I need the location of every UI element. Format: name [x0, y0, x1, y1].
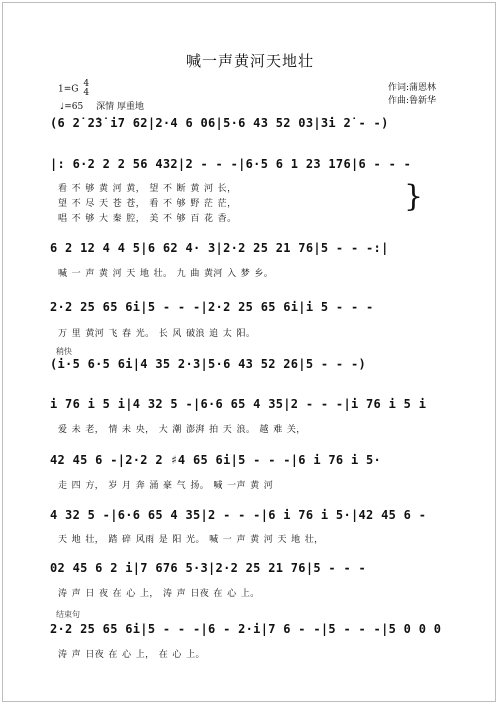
- time-signature: [83, 80, 89, 98]
- lyric-line-7: 走 四 方， 岁 月 奔 涌 豪 气 扬。 喊 一声 黄 河: [58, 481, 274, 491]
- tempo-marking: [60, 99, 144, 112]
- faster-marking: 稍快: [56, 347, 72, 356]
- lyric-line-6: 爱 未 老， 情 未 央， 大 潮 澎湃 拍 天 浪。 越 难 关，: [58, 425, 306, 435]
- staff-line-5: (i·5 6·5 6i|4 35 2·3|5·6 43 52 26|5 - - -): [50, 357, 367, 371]
- lyric-line-1: 看 不 够 黄 河 黄， 望 不 断 黄 河 长，: [58, 184, 237, 194]
- key-signature: [58, 80, 89, 98]
- expression-marking: 深情 厚重地: [96, 102, 144, 112]
- lyric-line-5: 万 里 黄河 飞 春 光。 长 风 破浪 追 太 阳。: [58, 329, 256, 339]
- staff-line-2: |: 6·2 2 2 56 432|2 - - -|6·5 6 1 23 176|6 - - -: [50, 157, 412, 171]
- lyric-line-8: 天 地 壮， 踏 碎 风雨 是 阳 光。 喊 一 声 黄 河 天 地 壮，: [58, 535, 324, 545]
- key-label: 1=G: [58, 84, 79, 95]
- staff-line-1: (6 2̇ 2̇3̇ i7 62|2·4 6 06|5·6 43 52 03|3̇i 2̇ - -): [50, 116, 389, 130]
- staff-line-6: i 76 i 5 i|4 32 5 -|6·6 65 4 35|2 - - -|i 76 i 5 i: [50, 397, 427, 411]
- credits: [388, 82, 436, 108]
- song-title: 喊一声黄河天地壮: [185, 52, 314, 70]
- tempo-value: ♩=65: [60, 102, 84, 112]
- lyric-line-3: 唱 不 够 大 秦 腔， 美 不 够 百 花 香。: [58, 214, 237, 224]
- time-sig-top: 4: [83, 79, 90, 89]
- lyric-line-2: 望 不 尽 天 苍 苍， 看 不 够 野 茫 茫，: [58, 199, 237, 209]
- staff-line-4: 2·2 25 65 6i|5 - - -|2·2 25 65 6i|i 5 - - -: [50, 300, 374, 314]
- ending-marking: 结束句: [56, 610, 80, 619]
- staff-line-8: 4 32 5 -|6·6 65 4 35|2 - - -|6 i 76 i 5·|42 45 6 -: [50, 508, 427, 522]
- lyric-line-10: 涛 声 日夜 在 心 上， 在 心 上。: [58, 650, 205, 660]
- verse-brace: }: [404, 179, 424, 214]
- staff-line-7: 42 45 6 -|2·2 2 ♯4 65 6i|5 - - -|6 i 76 i 5·: [50, 453, 382, 467]
- lyric-line-9: 涛 声 日 夜 在 心 上， 涛 声 日夜 在 心 上。: [58, 589, 260, 599]
- staff-line-10: 2·2 25 65 6i|5 - - -|6 - 2·i|7 6 - -|5 - - -|5 0 0 0: [50, 622, 442, 636]
- lyric-line-4: 喊 一 声 黄 河 天 地 壮。 九 曲 黄河 入 梦 乡。: [58, 269, 274, 279]
- composer-credit: 作曲:鲁新华: [388, 96, 437, 106]
- time-sig-bottom: 4: [83, 88, 90, 98]
- lyricist-credit: 作词:蒲恩林: [388, 83, 437, 93]
- staff-line-3: 6 2 12 4 4 5|6 62 4· 3|2·2 25 21 76|5 - - -:|: [50, 241, 389, 255]
- staff-line-9: 02 45 6 2 i|7 676 5·3|2·2 25 21 76|5 - - -: [50, 561, 367, 575]
